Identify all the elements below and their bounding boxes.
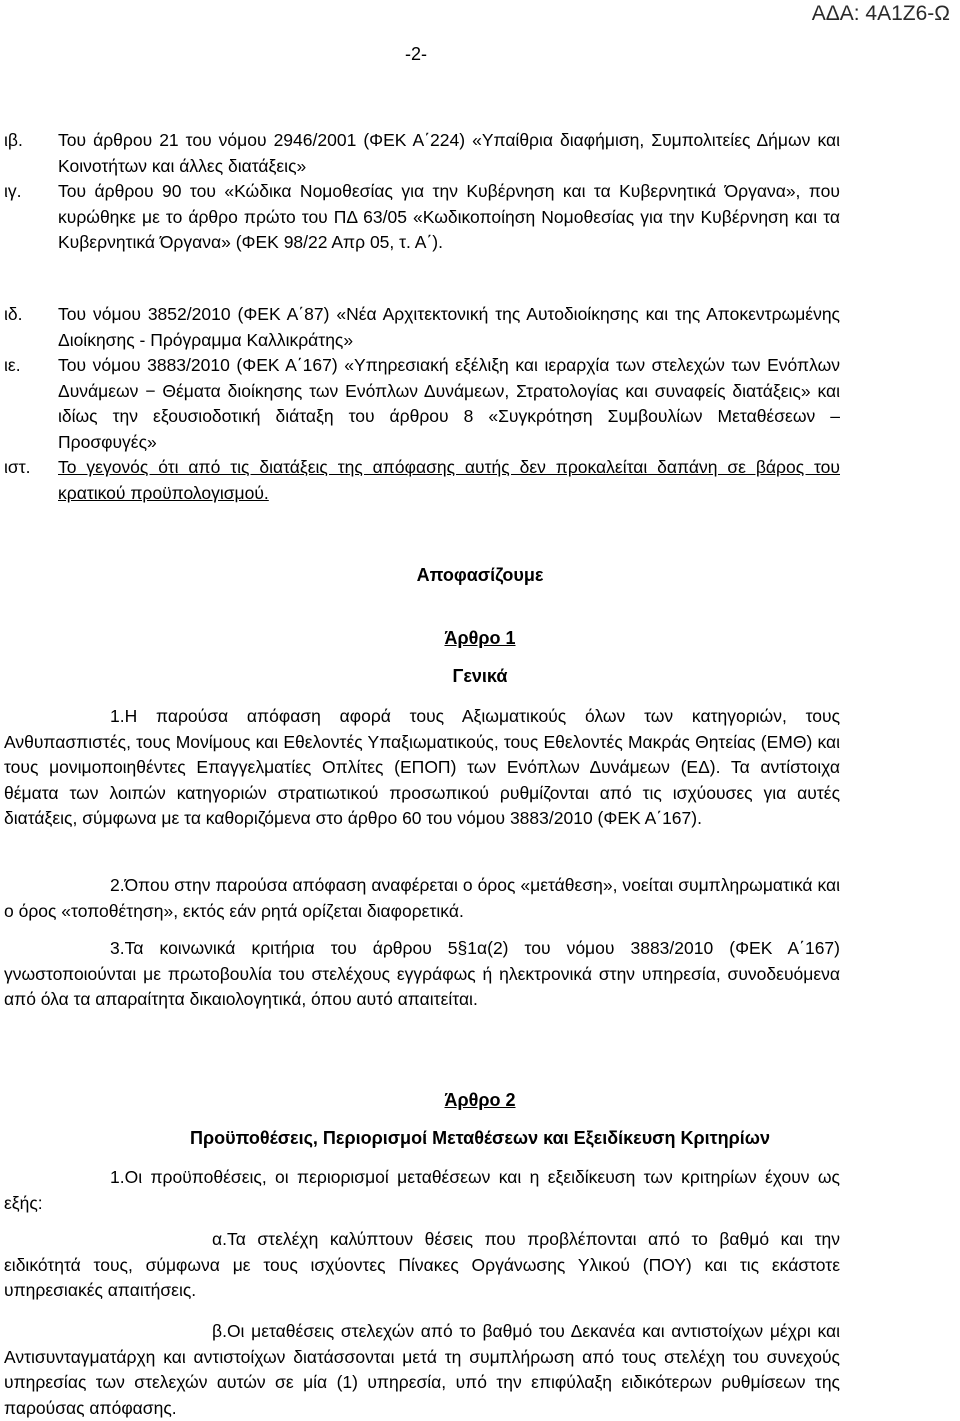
paragraph-number: 3. bbox=[110, 938, 125, 958]
article-1-subtitle: Γενικά bbox=[452, 666, 508, 686]
paragraph-text: Τα στελέχη καλύπτουν θέσεις που προβλέπονται από το βαθμό και την ειδικότητά τους, σύμφωνα με τους ισχύοντες Πίνακες Οργάνωσης Υλικού (ΠΟΥ) και τις εκάστοτε υπηρεσιακές απαιτήσεις. bbox=[4, 1229, 840, 1300]
list-item-text: Του άρθρου 21 του νόμου 2946/2001 (ΦΕΚ Α΄224) «Υπαίθρια διαφήμιση, Συμπολιτείες Δήμων και Κοινοτήτων και άλλες διατάξεις» bbox=[58, 130, 840, 176]
paragraph-number: 1. bbox=[110, 706, 125, 726]
article-2-subparagraph-b bbox=[4, 1319, 840, 1421]
list-item-label: ιε. bbox=[4, 355, 21, 375]
list-item-label: ιδ. bbox=[4, 304, 23, 324]
list-item-text: Του άρθρου 90 του «Κώδικα Νομοθεσίας για την Κυβέρνηση και τα Κυβερνητικά Όργανα», που κυρώθηκε με το άρθρο πρώτο του ΠΔ 63/05 «Κωδικοποίηση Νομοθεσίας για την Κυβέρνηση και τα Κυβερνητικά Όργανα» (ΦΕΚ 98/22 Απρ 05, τ. Α΄). bbox=[58, 181, 840, 252]
list-item bbox=[0, 302, 960, 354]
paragraph-number: α. bbox=[212, 1229, 227, 1249]
paragraph-number: 2. bbox=[110, 875, 125, 895]
page-number: -2- bbox=[405, 44, 427, 64]
list-item bbox=[0, 455, 960, 507]
list-item-text: Του νόμου 3852/2010 (ΦΕΚ Α΄87) «Νέα Αρχιτεκτονική της Αυτοδιοίκησης και της Αποκεντρωμένης Διοίκησης - Πρόγραμμα Καλλικράτης» bbox=[58, 304, 840, 350]
paragraph-number: β. bbox=[212, 1321, 227, 1341]
document-ada-code: ΑΔΑ: 4Α1Ζ6-Ω bbox=[811, 2, 950, 25]
list-item-label: ιστ. bbox=[4, 457, 31, 477]
paragraph-text: Τα κοινωνικά κριτήρια του άρθρου 5§1α(2) του νόμου 3883/2010 (ΦΕΚ Α΄167) γνωστοποιούνται με πρωτοβουλία του στελέχους εγγράφως ή ηλεκτρονικά στην υπηρεσία, συνοδευόμενα από όλα τα απαραίτητα δικαιολογητικά, όπου αυτό απαιτείται. bbox=[4, 938, 840, 1009]
list-item bbox=[0, 353, 960, 457]
paragraph-text: Η παρούσα απόφαση αφορά τους Αξιωματικούς όλων των κατηγοριών, τους Ανθυπασπιστές, τους Μονίμους και Εθελοντές Υπαξιωματικούς, τους Εθελοντές Μακράς Θητείας (ΕΜΘ) και τους μονιμοποιηθέντες Επαγγελματίες Οπλίτες (ΕΠΟΠ) των Ενόπλων Δυνάμεων (ΕΔ). Τα αντίστοιχα θέματα των λοιπών κατηγοριών στρατιωτικού προσωπικού ρυθμίζονται από τις ισχύουσες για αυτές διατάξεις, σύμφωνα με τα καθοριζόμενα στο άρθρο 60 του νόμου 3883/2010 (ΦΕΚ Α΄167). bbox=[4, 706, 840, 828]
list-item-label: ιβ. bbox=[4, 130, 23, 150]
article-2-title: Άρθρο 2 bbox=[444, 1090, 516, 1110]
paragraph-number: 1. bbox=[110, 1167, 125, 1187]
paragraph-text: Οι μεταθέσεις στελεχών από το βαθμό του Δεκανέα και αντιστοίχων μέχρι και Αντισυνταγματάρχη και αντιστοίχων διατάσσονται μετά τη συμπλήρωση από τους στελέχη του συνεχούς υπηρεσίας των στελεχών αυτών σε μία (1) υπηρεσία, υπό την επιφύλαξη ειδικότερων ρυθμίσεων της παρούσας απόφασης. bbox=[4, 1321, 840, 1418]
list-item-text: Του νόμου 3883/2010 (ΦΕΚ Α΄167) «Υπηρεσιακή εξέλιξη και ιεραρχία των στελεχών των Ενόπλων Δυνάμεων − Θέματα διοίκησης των Ενόπλων Δυνάμεων, Στρατολογίας και συναφείς διατάξεις» και ιδίως την εξουσιοδοτική διάταξη του άρθρου 8 «Συγκρότηση Συμβουλίων Μεταθέσεων – Προσφυγές» bbox=[58, 355, 840, 452]
decision-heading: Αποφασίζουμε bbox=[416, 565, 544, 585]
article-2-subparagraph-a bbox=[4, 1227, 840, 1304]
article-1-paragraph-2 bbox=[4, 873, 840, 924]
article-2-subtitle: Προϋποθέσεις, Περιορισμοί Μεταθέσεων και Εξειδίκευση Κριτηρίων bbox=[189, 1128, 771, 1148]
list-item bbox=[0, 128, 960, 180]
list-item-text-underlined: Το γεγονός ότι από τις διατάξεις της απόφασης αυτής δεν προκαλείται δαπάνη σε βάρος του κρατικού προϋπολογισμού. bbox=[58, 457, 840, 503]
article-1-paragraph-1 bbox=[4, 704, 840, 832]
article-2-paragraph-1 bbox=[4, 1165, 840, 1216]
paragraph-text: Οι προϋποθέσεις, οι περιορισμοί μεταθέσεων και η εξειδίκευση των κριτηρίων έχουν ως εξής: bbox=[4, 1167, 840, 1213]
paragraph-text: Όπου στην παρούσα απόφαση αναφέρεται ο όρος «μετάθεση», νοείται συμπληρωματικά και ο όρος «τοποθέτηση», εκτός εάν ρητά ορίζεται διαφορετικά. bbox=[4, 875, 840, 921]
article-1-paragraph-3 bbox=[4, 936, 840, 1013]
list-item-label: ιγ. bbox=[4, 181, 22, 201]
list-item bbox=[0, 179, 960, 283]
article-1-title: Άρθρο 1 bbox=[444, 628, 516, 648]
